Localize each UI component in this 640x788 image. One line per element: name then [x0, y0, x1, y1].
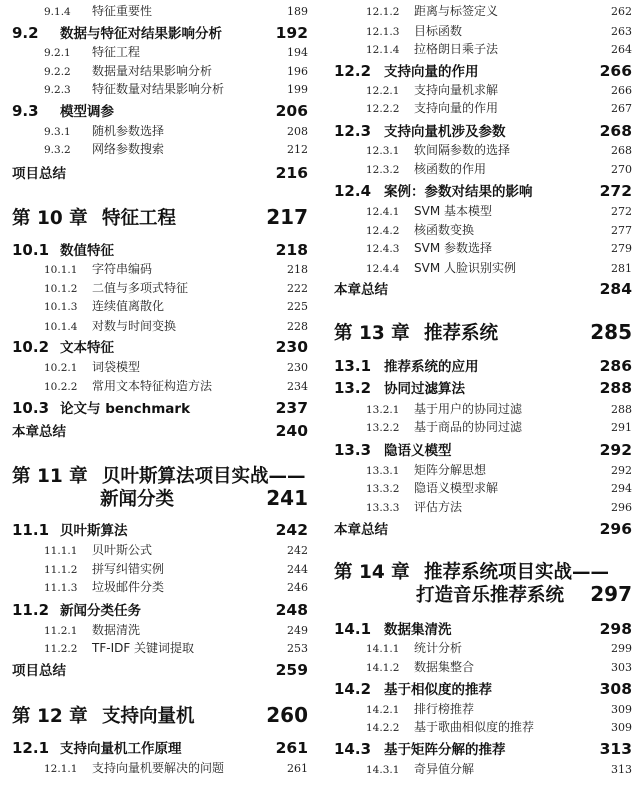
toc-entry-page-number: 292	[599, 441, 632, 459]
toc-entry-number: 9.2	[12, 24, 39, 42]
toc-entry-title: 项目总结	[12, 166, 66, 182]
toc-entry-number: 10.1.2	[44, 283, 78, 295]
toc-entry-number: 9.2.3	[44, 84, 71, 96]
toc-entry-title: 支持向量机要解决的问题	[92, 761, 225, 775]
toc-entry-sec[interactable]	[0, 599, 308, 619]
toc-entry-number: 10.3	[12, 399, 50, 417]
toc-entry-sub[interactable]	[332, 40, 632, 57]
toc-entry-page-number: 279	[611, 242, 632, 255]
toc-entry-title: 隐语义模型求解	[414, 481, 499, 495]
toc-entry-page-number: 196	[287, 65, 308, 78]
toc-entry-number: 12.4.2	[366, 225, 400, 237]
toc-entry-sub[interactable]	[332, 700, 632, 717]
toc-entry-number: 12.4.3	[366, 243, 400, 255]
toc-entry-sub[interactable]	[0, 80, 308, 97]
toc-entry-title: 拉格朗日乘子法	[414, 42, 499, 56]
toc-entry-title: 排行榜推荐	[414, 702, 475, 716]
toc-entry-sub[interactable]	[332, 718, 632, 735]
toc-entry-number: 11.2.1	[44, 625, 78, 637]
toc-entry-number: 12.3.2	[366, 164, 400, 176]
toc-entry-sub[interactable]	[0, 317, 308, 334]
toc-entry-page-number: 291	[611, 421, 632, 434]
toc-entry-sec[interactable]	[332, 377, 632, 397]
toc-entry-page-number: 262	[611, 5, 632, 18]
toc-entry-number: 11.1.3	[44, 582, 78, 594]
toc-entry-sub[interactable]	[332, 160, 632, 177]
toc-entry-title: 评估方法	[414, 500, 463, 514]
toc-entry-sec[interactable]	[332, 678, 632, 698]
toc-entry-sec[interactable]	[332, 180, 632, 200]
toc-entry-sub[interactable]	[332, 202, 632, 219]
toc-entry-sec[interactable]	[0, 22, 308, 42]
toc-entry-number: 11.2.2	[44, 643, 78, 655]
toc-entry-chap[interactable]	[0, 204, 308, 230]
toc-entry-page-number: 263	[611, 25, 632, 38]
toc-entry-page-number: 206	[275, 102, 308, 120]
toc-entry-number: 12.1	[12, 739, 50, 757]
toc-entry-title: 基于相似度的推荐	[384, 682, 492, 698]
toc-entry-number: 9.3	[12, 102, 39, 120]
toc-entry-title: 拼写纠错实例	[92, 562, 165, 576]
toc-entry-title: 基于商品的协同过滤	[414, 420, 523, 434]
toc-entry-page-number: 261	[287, 762, 308, 775]
toc-entry-number: 第 11 章	[12, 466, 88, 487]
toc-entry-page-number: 261	[275, 739, 308, 757]
toc-entry-chap2[interactable]	[0, 485, 308, 511]
toc-entry-number: 14.1.1	[366, 643, 400, 655]
toc-entry-sub[interactable]	[0, 140, 308, 157]
toc-entry-page-number: 249	[287, 624, 308, 637]
toc-entry-number: 第 12 章	[12, 706, 88, 727]
toc-entry-sub[interactable]	[0, 297, 308, 314]
toc-entry-title: 软间隔参数的选择	[414, 143, 511, 157]
toc-entry-sub[interactable]	[0, 541, 308, 558]
toc-entry-number: 12.4.1	[366, 206, 400, 218]
toc-entry-page-number: 270	[611, 163, 632, 176]
toc-entry-number: 第 10 章	[12, 208, 88, 229]
toc-entry-number: 10.1.3	[44, 301, 78, 313]
toc-entry-title: 特征工程	[92, 45, 141, 59]
toc-entry-page-number: 240	[275, 422, 308, 440]
toc-entry-title: 文本特征	[60, 340, 114, 356]
toc-entry-number: 12.1.3	[366, 26, 400, 38]
toc-entry-title: 模型调参	[60, 104, 114, 120]
toc-entry-page-number: 288	[599, 379, 632, 397]
toc-entry-title: 项目总结	[12, 663, 66, 679]
toc-entry-title: 对数与时间变换	[92, 319, 177, 333]
toc-entry-title: 统计分析	[414, 641, 463, 655]
toc-entry-number: 12.4	[334, 182, 372, 200]
toc-entry-title: 数据集整合	[414, 660, 475, 674]
toc-entry-title: 案例：参数对结果的影响	[384, 184, 533, 200]
toc-entry-number: 14.2.1	[366, 704, 400, 716]
toc-entry-page-number: 192	[275, 24, 308, 42]
toc-entry-sub[interactable]	[332, 479, 632, 496]
toc-entry-sub[interactable]	[332, 461, 632, 478]
toc-entry-title: 网络参数搜索	[92, 142, 165, 156]
toc-entry-page-number: 242	[275, 521, 308, 539]
toc-entry-page-number: 230	[287, 361, 308, 374]
toc-entry-title: 核函数变换	[414, 223, 475, 237]
toc-entry-page-number: 277	[611, 224, 632, 237]
toc-entry-number: 12.4.4	[366, 263, 400, 275]
toc-entry-page-number: 296	[599, 520, 632, 538]
toc-entry-sub[interactable]	[0, 578, 308, 595]
toc-entry-sub[interactable]	[332, 259, 632, 276]
toc-entry-sec[interactable]	[332, 60, 632, 80]
toc-entry-page-number: 268	[611, 144, 632, 157]
toc-entry-title: 字符串编码	[92, 262, 153, 276]
toc-entry-page-number: 266	[599, 62, 632, 80]
toc-entry-page-number: 212	[287, 143, 308, 156]
toc-entry-page-number: 218	[275, 241, 308, 259]
toc-entry-sub[interactable]	[332, 639, 632, 656]
toc-entry-page-number: 268	[599, 122, 632, 140]
toc-entry-page-number: 259	[275, 661, 308, 679]
toc-entry-page-number: 309	[611, 721, 632, 734]
toc-entry-title: 连续值离散化	[92, 299, 165, 313]
toc-entry-title: 新闻分类任务	[60, 603, 141, 619]
toc-entry-title: 特征重要性	[92, 4, 153, 18]
toc-entry-sub[interactable]	[0, 621, 308, 638]
toc-entry-page-number: 313	[599, 740, 632, 758]
toc-entry-sub[interactable]	[332, 760, 632, 777]
toc-entry-title: 随机参数选择	[92, 124, 165, 138]
toc-entry-title: 特征工程	[102, 208, 177, 229]
toc-entry-sub[interactable]	[332, 418, 632, 435]
toc-entry-number: 14.3	[334, 740, 372, 758]
toc-entry-page-number: 272	[599, 182, 632, 200]
toc-entry-sub[interactable]	[0, 122, 308, 139]
toc-entry-sub[interactable]	[332, 498, 632, 515]
toc-entry-title: 核函数的作用	[414, 162, 487, 176]
toc-entry-sec[interactable]	[332, 439, 632, 459]
toc-entry-sub[interactable]	[332, 2, 632, 19]
toc-entry-title: 推荐系统	[424, 323, 499, 344]
toc-entry-sum[interactable]	[332, 518, 632, 538]
toc-entry-number: 13.2	[334, 379, 372, 397]
toc-entry-title: 基于用户的协同过滤	[414, 402, 523, 416]
toc-entry-sub[interactable]	[0, 279, 308, 296]
toc-entry-title: 矩阵分解思想	[414, 463, 487, 477]
toc-entry-page-number: 217	[266, 205, 308, 229]
toc-entry-title: 打造音乐推荐系统	[416, 585, 565, 606]
toc-entry-sum[interactable]	[332, 278, 632, 298]
toc-entry-number: 12.2.2	[366, 103, 400, 115]
toc-entry-chap[interactable]	[332, 319, 632, 345]
toc-entry-sub[interactable]	[332, 400, 632, 417]
toc-entry-number: 13.1	[334, 357, 372, 375]
toc-entry-title: 支持向量机求解	[414, 83, 499, 97]
toc-entry-title: 隐语义模型	[384, 443, 452, 459]
toc-entry-page-number: 297	[590, 582, 632, 606]
toc-entry-page-number: 294	[611, 482, 632, 495]
toc-entry-page-number: 194	[287, 46, 308, 59]
toc-entry-page-number: 288	[611, 403, 632, 416]
toc-entry-title: 本章总结	[334, 522, 388, 538]
toc-entry-sub[interactable]	[0, 759, 308, 776]
toc-entry-title: 数据集清洗	[384, 622, 452, 638]
toc-entry-page-number: 222	[287, 282, 308, 295]
toc-entry-title: TF-IDF 关键词提取	[92, 641, 195, 655]
toc-entry-sum[interactable]	[0, 162, 308, 182]
toc-entry-number: 13.3	[334, 441, 372, 459]
toc-entry-sub[interactable]	[332, 141, 632, 158]
toc-entry-sub[interactable]	[0, 639, 308, 656]
toc-entry-page-number: 225	[287, 300, 308, 313]
toc-entry-page-number: 216	[275, 164, 308, 182]
toc-entry-sub[interactable]	[0, 43, 308, 60]
toc-entry-page-number: 199	[287, 83, 308, 96]
toc-entry-number: 第 13 章	[334, 323, 410, 344]
toc-entry-title: SVM 人脸识别实例	[414, 261, 516, 275]
toc-entry-title: SVM 基本模型	[414, 204, 492, 218]
toc-entry-number: 13.2.1	[366, 404, 400, 416]
toc-entry-page-number: 308	[599, 680, 632, 698]
toc-entry-number: 11.1.2	[44, 564, 78, 576]
toc-entry-sub[interactable]	[332, 658, 632, 675]
toc-entry-title: 支持向量的作用	[384, 64, 479, 80]
toc-entry-sub[interactable]	[0, 62, 308, 79]
toc-entry-sub[interactable]	[0, 2, 308, 19]
toc-entry-title: 推荐系统的应用	[384, 359, 479, 375]
toc-entry-page-number: 296	[611, 501, 632, 514]
toc-entry-page-number: 285	[590, 320, 632, 344]
toc-entry-number: 12.1.1	[44, 763, 78, 775]
toc-entry-number: 13.3.1	[366, 465, 400, 477]
toc-entry-sum[interactable]	[0, 659, 308, 679]
toc-entry-number: 12.2	[334, 62, 372, 80]
toc-entry-number: 10.2.2	[44, 381, 78, 393]
toc-entry-sub[interactable]	[0, 358, 308, 375]
toc-entry-sec[interactable]	[0, 397, 308, 417]
toc-entry-title: 目标函数	[414, 24, 463, 38]
toc-entry-page-number: 260	[266, 703, 308, 727]
toc-entry-sec[interactable]	[0, 737, 308, 757]
toc-entry-title: 数据量对结果影响分析	[92, 64, 213, 78]
toc-entry-sub[interactable]	[0, 377, 308, 394]
toc-entry-page-number: 292	[611, 464, 632, 477]
toc-entry-number: 12.3.1	[366, 145, 400, 157]
toc-entry-title: 贝叶斯算法项目实战——	[102, 466, 306, 487]
toc-entry-sec[interactable]	[332, 355, 632, 375]
toc-entry-number: 13.3.2	[366, 483, 400, 495]
toc-entry-title: 数值特征	[60, 243, 114, 259]
toc-entry-page-number: 228	[287, 320, 308, 333]
toc-entry-page-number: 266	[611, 84, 632, 97]
toc-entry-page-number: 299	[611, 642, 632, 655]
toc-entry-sec[interactable]	[332, 120, 632, 140]
toc-entry-sub[interactable]	[332, 239, 632, 256]
toc-entry-number: 11.1	[12, 521, 50, 539]
toc-entry-page-number: 248	[275, 601, 308, 619]
toc-entry-title: 奇异值分解	[414, 762, 475, 776]
toc-entry-page-number: 284	[599, 280, 632, 298]
toc-entry-chap2[interactable]	[332, 581, 632, 607]
toc-entry-title: 数据清洗	[92, 623, 141, 637]
toc-entry-page-number: 241	[266, 486, 308, 510]
toc-entry-sub[interactable]	[0, 260, 308, 277]
toc-entry-number: 12.3	[334, 122, 372, 140]
toc-entry-page-number: 272	[611, 205, 632, 218]
toc-entry-number: 12.1.4	[366, 44, 400, 56]
toc-entry-number: 14.1	[334, 620, 372, 638]
toc-entry-page-number: 218	[287, 263, 308, 276]
toc-entry-sub[interactable]	[332, 22, 632, 39]
toc-entry-sub[interactable]	[332, 221, 632, 238]
toc-entry-page-number: 264	[611, 43, 632, 56]
toc-entry-number: 13.3.3	[366, 502, 400, 514]
toc-entry-title: 协同过滤算法	[384, 381, 465, 397]
toc-entry-number: 9.3.2	[44, 144, 71, 156]
toc-entry-title: 本章总结	[12, 424, 66, 440]
toc-entry-page-number: 244	[287, 563, 308, 576]
toc-entry-sec[interactable]	[0, 100, 308, 120]
toc-entry-page-number: 237	[275, 399, 308, 417]
toc-entry-title: 贝叶斯公式	[92, 543, 153, 557]
toc-entry-sub[interactable]	[332, 81, 632, 98]
toc-entry-number: 第 14 章	[334, 562, 410, 583]
toc-entry-page-number: 234	[287, 380, 308, 393]
toc-entry-number: 9.2.2	[44, 66, 71, 78]
toc-entry-page-number: 286	[599, 357, 632, 375]
toc-entry-page-number: 267	[611, 102, 632, 115]
toc-entry-number: 14.2	[334, 680, 372, 698]
toc-entry-sum[interactable]	[0, 420, 308, 440]
toc-entry-title: 基于歌曲相似度的推荐	[414, 720, 535, 734]
toc-entry-title: 常用文本特征构造方法	[92, 379, 213, 393]
toc-entry-number: 12.1.2	[366, 6, 400, 18]
toc-entry-page-number: 281	[611, 262, 632, 275]
toc-entry-number: 9.3.1	[44, 126, 71, 138]
toc-entry-number: 14.2.2	[366, 722, 400, 734]
toc-entry-sec[interactable]	[332, 738, 632, 758]
toc-entry-page-number: 253	[287, 642, 308, 655]
toc-entry-title: 推荐系统项目实战——	[424, 562, 610, 583]
toc-entry-sec[interactable]	[0, 239, 308, 259]
toc-entry-number: 9.2.1	[44, 47, 71, 59]
toc-entry-number: 14.3.1	[366, 764, 400, 776]
toc-entry-number: 10.2	[12, 338, 50, 356]
toc-entry-title: 本章总结	[334, 282, 388, 298]
toc-entry-sub[interactable]	[332, 99, 632, 116]
toc-entry-title: 支持向量机工作原理	[60, 741, 182, 757]
toc-entry-number: 10.1.1	[44, 264, 78, 276]
toc-entry-number: 10.2.1	[44, 362, 78, 374]
toc-entry-title: 距离与标签定义	[414, 4, 499, 18]
toc-entry-title: 词袋模型	[92, 360, 141, 374]
toc-entry-page-number: 189	[287, 5, 308, 18]
toc-entry-page-number: 242	[287, 544, 308, 557]
toc-entry-number: 10.1	[12, 241, 50, 259]
toc-entry-title: 新闻分类	[100, 489, 175, 510]
toc-entry-title: SVM 参数选择	[414, 241, 492, 255]
toc-entry-page-number: 298	[599, 620, 632, 638]
toc-entry-title: 支持向量机涉及参数	[384, 124, 506, 140]
toc-entry-number: 11.2	[12, 601, 50, 619]
toc-entry-sec[interactable]	[332, 618, 632, 638]
toc-entry-title: 论文与 benchmark	[60, 401, 191, 417]
toc-entry-title: 二值与多项式特征	[92, 281, 189, 295]
toc-entry-page-number: 309	[611, 703, 632, 716]
toc-entry-chap[interactable]	[0, 702, 308, 728]
toc-entry-title: 基于矩阵分解的推荐	[384, 742, 506, 758]
toc-entry-title: 特征数量对结果影响分析	[92, 82, 225, 96]
toc-entry-sec[interactable]	[0, 519, 308, 539]
toc-entry-page-number: 313	[611, 763, 632, 776]
toc-entry-title: 支持向量的作用	[414, 101, 499, 115]
toc-entry-sub[interactable]	[0, 560, 308, 577]
toc-entry-number: 9.1.4	[44, 6, 71, 18]
toc-entry-number: 13.2.2	[366, 422, 400, 434]
toc-entry-number: 10.1.4	[44, 321, 78, 333]
toc-entry-page-number: 303	[611, 661, 632, 674]
toc-entry-title: 垃圾邮件分类	[92, 580, 165, 594]
toc-entry-page-number: 246	[287, 581, 308, 594]
toc-entry-number: 14.1.2	[366, 662, 400, 674]
toc-entry-number: 12.2.1	[366, 85, 400, 97]
toc-entry-page-number: 230	[275, 338, 308, 356]
toc-entry-title: 数据与特征对结果影响分析	[60, 26, 222, 42]
toc-entry-number: 11.1.1	[44, 545, 78, 557]
toc-entry-page-number: 208	[287, 125, 308, 138]
toc-entry-title: 贝叶斯算法	[60, 523, 128, 539]
toc-entry-title: 支持向量机	[102, 706, 195, 727]
toc-entry-sec[interactable]	[0, 336, 308, 356]
